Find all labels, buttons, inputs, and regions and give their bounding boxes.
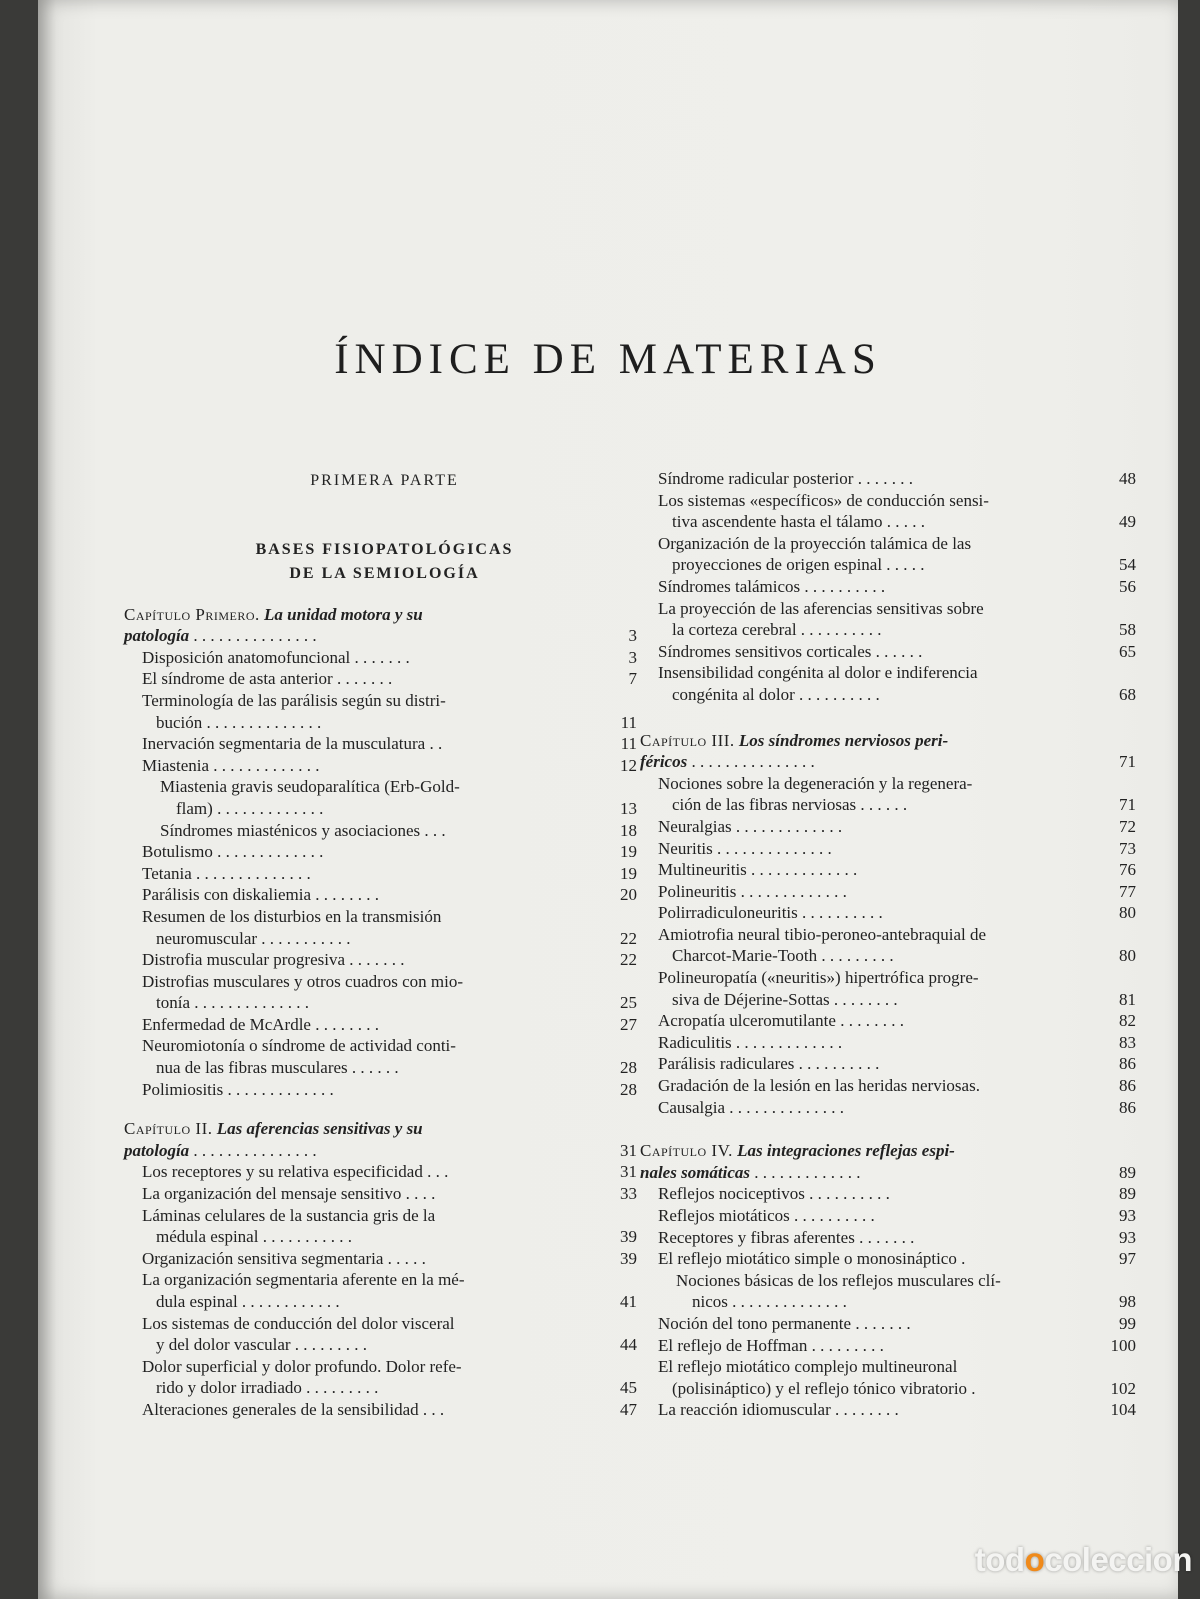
page-number: 25 — [620, 993, 637, 1013]
toc-entry-cont — [124, 712, 645, 734]
toc-entry — [640, 1399, 1144, 1421]
toc-entry — [640, 967, 1144, 989]
page-number: 86 — [1119, 1097, 1136, 1117]
toc-entry — [640, 1053, 1144, 1075]
page-number: 73 — [1119, 838, 1136, 858]
toc-entry — [124, 690, 645, 712]
page-number: 20 — [620, 885, 637, 905]
entry-text: médula espinal . . . . . . . . . . . — [156, 1227, 352, 1247]
page-number: 71 — [1119, 752, 1136, 772]
page-number: 98 — [1119, 1292, 1136, 1312]
entry-text: (polisináptico) y el reflejo tónico vibratorio . — [672, 1378, 976, 1398]
toc-entry-cont — [640, 945, 1144, 967]
toc-subentry — [640, 1270, 1144, 1292]
entry-text: El síndrome de asta anterior . . . . . . . — [142, 669, 393, 689]
entry-text: Láminas celulares de la sustancia gris de la — [142, 1205, 436, 1225]
entry-text: Reflejos miotáticos . . . . . . . . . . — [658, 1206, 875, 1225]
toc-entry — [124, 1356, 645, 1378]
toc-entry — [124, 755, 645, 777]
entry-text: flam) . . . . . . . . . . . . . — [176, 798, 324, 818]
toc-entry — [640, 1183, 1144, 1205]
entry-text: siva de Déjerine-Sottas . . . . . . . . — [672, 989, 898, 1009]
chapter-heading-cont: patología . . . . . . . . . . . . . . . 31 — [124, 1140, 637, 1160]
entry-text: rido y dolor irradiado . . . . . . . . . — [156, 1378, 379, 1398]
page-number: 31 — [620, 1162, 637, 1182]
entry-text: Polimiositis . . . . . . . . . . . . . — [142, 1079, 334, 1099]
chapter-heading-cont: féricos . . . . . . . . . . . . . . . 71 — [640, 752, 1136, 772]
toc-entry — [640, 1313, 1144, 1335]
page-number: 39 — [620, 1227, 637, 1247]
chapter-title: Las integraciones reflejas espi- — [737, 1141, 955, 1161]
entry-text: Síndromes talámicos . . . . . . . . . . — [658, 576, 886, 596]
page-number: 97 — [1119, 1249, 1136, 1269]
toc-entry-cont — [124, 928, 645, 950]
section-heading-line2: DE LA SEMIOLOGÍA — [289, 564, 480, 582]
entry-text: Neuralgias . . . . . . . . . . . . . — [658, 816, 843, 836]
entry-text: congénita al dolor . . . . . . . . . . — [672, 684, 880, 704]
page-title: ÍNDICE DE MATERIAS — [334, 336, 882, 383]
entry-text: Enfermedad de McArdle . . . . . . . . — [142, 1014, 379, 1034]
toc-entry-cont — [124, 1377, 645, 1399]
toc-entry-cont — [124, 1226, 645, 1248]
entry-text: Miastenia . . . . . . . . . . . . . — [142, 755, 320, 775]
page-number: 86 — [1119, 1054, 1136, 1074]
page-number: 19 — [620, 863, 637, 883]
page-number: 77 — [1119, 881, 1136, 901]
page-number: 54 — [1119, 555, 1136, 575]
page-number: 3 — [628, 626, 637, 646]
toc-entry — [640, 1335, 1144, 1357]
toc-entry — [640, 1010, 1144, 1032]
entry-text: El reflejo de Hoffman . . . . . . . . . — [658, 1335, 884, 1355]
page-number: 89 — [1119, 1184, 1136, 1204]
entry-text: tonía . . . . . . . . . . . . . . — [156, 993, 309, 1013]
chapter-heading-cont: patología . . . . . . . . . . . . . . . 3 — [124, 626, 637, 646]
page-number: 80 — [1119, 946, 1136, 966]
entry-text: dula espinal . . . . . . . . . . . . — [156, 1292, 340, 1311]
toc-entry — [124, 949, 645, 971]
entry-text: tiva ascendente hasta el tálamo . . . . . — [672, 512, 926, 532]
page-number: 19 — [620, 842, 637, 862]
toc-entry-cont — [124, 1334, 645, 1356]
section-heading-line1: BASES FISIOPATOLÓGICAS — [255, 540, 514, 558]
page-number: 11 — [620, 712, 637, 732]
toc-entry — [640, 859, 1144, 881]
section-heading — [124, 538, 645, 586]
watermark-dot: o — [1024, 1541, 1045, 1578]
chapter-title: Los síndromes nerviosos peri- — [738, 730, 949, 750]
entry-text: proyecciones de origen espinal . . . . . — [672, 555, 925, 575]
page-number: 22 — [620, 950, 637, 970]
chapter-title: Las aferencias sensitivas y su — [216, 1119, 423, 1139]
toc-entry — [640, 1248, 1144, 1270]
entry-text: Distrofias musculares y otros cuadros con mio- — [142, 971, 464, 991]
toc-entry — [124, 1269, 645, 1291]
toc-entry — [640, 924, 1144, 946]
toc-entry — [640, 1227, 1144, 1249]
toc-entry — [124, 1183, 645, 1205]
entry-text: Tetania . . . . . . . . . . . . . . — [142, 863, 311, 883]
toc-entry — [640, 533, 1144, 555]
book-page — [38, 0, 1178, 1599]
page-number: 86 — [1119, 1076, 1136, 1096]
part-heading: PRIMERA PARTE — [310, 472, 459, 489]
toc-entry — [124, 668, 645, 690]
toc-entry — [640, 576, 1144, 598]
page-number: 33 — [620, 1184, 637, 1204]
chapter-label: Capítulo IV. — [640, 1141, 733, 1161]
chapter-title-cont: patología — [124, 1140, 190, 1160]
chapter-heading — [124, 604, 645, 626]
page-number: 44 — [620, 1335, 637, 1355]
toc-entry-cont — [124, 1291, 645, 1313]
chapter-title: La unidad motora y su — [264, 604, 423, 624]
toc-right-column — [640, 468, 1144, 1421]
page-number: 7 — [628, 669, 637, 689]
toc-entry-cont — [640, 554, 1144, 576]
page-number: 31 — [620, 1140, 637, 1160]
toc-entry — [640, 1097, 1144, 1119]
page-number: 49 — [1119, 512, 1136, 532]
chapter-title-cont: nales somáticas — [640, 1162, 751, 1182]
entry-text: La reacción idiomuscular . . . . . . . . — [658, 1400, 899, 1420]
chapter-heading — [124, 1118, 645, 1140]
toc-entry — [124, 1205, 645, 1227]
entry-text: Alteraciones generales de la sensibilidad . . . — [142, 1399, 445, 1419]
chapter-heading — [640, 1140, 1144, 1162]
entry-text: Dolor superficial y dolor profundo. Dolor refe- — [142, 1356, 462, 1376]
entry-text: Charcot-Marie-Tooth . . . . . . . . . — [672, 946, 894, 966]
entry-text: Neuromiotonía o síndrome de actividad conti- — [142, 1036, 456, 1056]
entry-text: bución . . . . . . . . . . . . . . — [156, 712, 322, 732]
chapter-label: Capítulo Primero. — [124, 604, 260, 624]
page-number: 93 — [1119, 1206, 1136, 1225]
toc-entry — [640, 902, 1144, 924]
toc-entry — [640, 816, 1144, 838]
page-number: 13 — [620, 798, 637, 818]
entry-text: Radiculitis . . . . . . . . . . . . . — [658, 1032, 843, 1052]
toc-entry — [640, 490, 1144, 512]
page-number: 65 — [1119, 641, 1136, 661]
entry-text: Parálisis con diskaliemia . . . . . . . . — [142, 885, 380, 905]
entry-text: Inervación segmentaria de la musculatura . . — [142, 734, 443, 754]
entry-text: Organización de la proyección talámica de las — [658, 533, 972, 553]
chapter-title-cont: patología — [124, 626, 190, 646]
page-number: 72 — [1119, 816, 1136, 836]
toc-entry-cont — [640, 794, 1144, 816]
page-number: 83 — [1119, 1032, 1136, 1052]
entry-text: La organización del mensaje sensitivo . . . . — [142, 1184, 436, 1204]
toc-entry — [124, 863, 645, 885]
chapter-4 — [640, 1140, 1144, 1421]
toc-entry — [124, 1161, 645, 1183]
toc-entry — [124, 906, 645, 928]
toc-entry-cont — [640, 1378, 1144, 1400]
page-number: 47 — [620, 1399, 637, 1419]
entry-text: El reflejo miotático simple o monosináptico . — [658, 1249, 966, 1269]
entry-text: neuromuscular . . . . . . . . . . . — [156, 928, 351, 948]
page-number: 58 — [1119, 620, 1136, 640]
toc-entry-cont — [640, 511, 1144, 533]
entry-text: Polineuropatía («neuritis») hipertrófica progre- — [658, 968, 979, 988]
toc-entry — [124, 647, 645, 669]
page-number: 81 — [1119, 989, 1136, 1009]
entry-text: Insensibilidad congénita al dolor e indiferencia — [658, 663, 978, 683]
chapter-label: Capítulo III. — [640, 730, 735, 750]
entry-text: Botulismo . . . . . . . . . . . . . — [142, 842, 324, 862]
entry-text: Amiotrofia neural tibio-peroneo-antebraquial de — [658, 924, 987, 944]
page-number: 99 — [1119, 1313, 1136, 1333]
entry-text: Resumen de los disturbios en la transmisión — [142, 906, 442, 926]
toc-subentry-cont — [124, 798, 645, 820]
entry-text: Organización sensitiva segmentaria . . . . . — [142, 1248, 426, 1268]
entry-text: La proyección de las aferencias sensitivas sobre — [658, 598, 984, 618]
toc-entry — [640, 662, 1144, 684]
entry-text: Nociones sobre la degeneración y la regenera- — [658, 773, 973, 793]
page-number: 89 — [1119, 1162, 1136, 1182]
page-number: 80 — [1119, 903, 1136, 923]
toc-entry — [640, 598, 1144, 620]
page-number: 100 — [1110, 1335, 1136, 1355]
page-number: 104 — [1110, 1400, 1136, 1420]
page-number: 48 — [1119, 469, 1136, 488]
entry-text: Multineuritis . . . . . . . . . . . . . — [658, 860, 858, 880]
entry-text: nua de las fibras musculares . . . . . . — [156, 1058, 399, 1078]
toc-entry — [640, 1205, 1144, 1227]
chapter-label: Capítulo II. — [124, 1119, 213, 1139]
entry-text: nicos . . . . . . . . . . . . . . — [692, 1292, 847, 1312]
entry-text: Los receptores y su relativa especificidad . . . — [142, 1162, 449, 1182]
entry-text: la corteza cerebral . . . . . . . . . . — [672, 620, 882, 640]
chapter-2 — [124, 1118, 645, 1420]
chapter-heading — [640, 730, 1144, 752]
entry-text: Neuritis . . . . . . . . . . . . . . — [658, 838, 832, 858]
entry-text: Síndrome radicular posterior . . . . . . . — [658, 469, 913, 488]
watermark-text: todocoleccion — [974, 1541, 1192, 1578]
toc-entry — [640, 838, 1144, 860]
page-number: 71 — [1119, 795, 1136, 815]
entry-text: Acropatía ulceromutilante . . . . . . . . — [658, 1011, 904, 1031]
toc-entry-cont — [640, 684, 1144, 706]
entry-text: Reflejos nociceptivos . . . . . . . . . . — [658, 1184, 890, 1204]
entry-text: Miastenia gravis seudoparalítica (Erb-Gold- — [160, 777, 460, 797]
entry-text: Distrofia muscular progresiva . . . . . . . — [142, 950, 405, 970]
toc-entry — [124, 971, 645, 993]
entry-text: Gradación de la lesión en las heridas nerviosas. — [658, 1076, 980, 1096]
page-number: 93 — [1119, 1227, 1136, 1247]
toc-entry — [124, 733, 645, 755]
toc-entry-cont — [124, 1057, 645, 1079]
toc-entry — [124, 841, 645, 863]
toc-subentry — [124, 820, 645, 842]
entry-text: Noción del tono permanente . . . . . . . — [658, 1313, 911, 1333]
entry-text: Parálisis radiculares . . . . . . . . . . — [658, 1054, 880, 1074]
toc-entry — [124, 1399, 645, 1421]
toc-left-column — [124, 470, 645, 1421]
toc-entry — [124, 884, 645, 906]
toc-entry — [640, 1032, 1144, 1054]
page-number: 39 — [620, 1248, 637, 1268]
entry-text: Síndromes sensitivos corticales . . . . . . — [658, 641, 923, 661]
toc-entry-cont — [640, 989, 1144, 1011]
page-number: 3 — [628, 647, 637, 667]
entry-text: Polirradiculoneuritis . . . . . . . . . . — [658, 903, 883, 923]
entry-text: El reflejo miotático complejo multineuronal — [658, 1357, 958, 1377]
entry-text: La organización segmentaria aferente en la mé- — [142, 1270, 465, 1290]
page-number: 27 — [620, 1014, 637, 1034]
entry-text: Los sistemas de conducción del dolor visceral — [142, 1313, 455, 1333]
page-number: 28 — [620, 1079, 637, 1099]
entry-text: Síndromes miasténicos y asociaciones . . . — [160, 820, 446, 840]
page-number: 22 — [620, 928, 637, 948]
toc-entry — [640, 881, 1144, 903]
toc-subentry-cont — [640, 1291, 1144, 1313]
toc-entry — [124, 1035, 645, 1057]
page-number: 18 — [620, 820, 637, 840]
chapter-heading-cont: nales somáticas . . . . . . . . . . . . . 89 — [640, 1162, 1136, 1182]
toc-entry — [640, 1075, 1144, 1097]
entry-text: Los sistemas «específicos» de conducción sensi- — [658, 490, 989, 510]
entry-text: Terminología de las parálisis según su distri- — [142, 690, 446, 710]
entry-text: y del dolor vascular . . . . . . . . . — [156, 1335, 368, 1355]
page-number: 11 — [620, 734, 637, 754]
toc-entry — [124, 1079, 645, 1101]
toc-entry-cont — [640, 619, 1144, 641]
chapter-3 — [640, 730, 1144, 1119]
toc-entry — [124, 1014, 645, 1036]
toc-entry — [640, 468, 1144, 490]
page-number: 56 — [1119, 576, 1136, 596]
entry-text: ción de las fibras nerviosas . . . . . . — [672, 795, 908, 815]
page-number: 28 — [620, 1058, 637, 1078]
toc-subentry — [124, 776, 645, 798]
page-number: 82 — [1119, 1011, 1136, 1031]
entry-text: Causalgia . . . . . . . . . . . . . . — [658, 1097, 845, 1117]
toc-entry — [640, 773, 1144, 795]
chapter-title-cont: féricos — [640, 752, 688, 772]
toc-entry — [640, 641, 1144, 663]
toc-entry — [640, 1356, 1144, 1378]
watermark-logo — [975, 1541, 1192, 1579]
entry-text: Receptores y fibras aferentes . . . . . . . — [658, 1227, 915, 1247]
toc-entry — [124, 1248, 645, 1270]
page-number: 68 — [1119, 684, 1136, 704]
page-number: 41 — [620, 1292, 637, 1311]
entry-text: Nociones básicas de los reflejos musculares clí- — [676, 1270, 1001, 1290]
chapter-1 — [124, 604, 645, 1101]
page-number: 76 — [1119, 860, 1136, 880]
toc-entry — [124, 1313, 645, 1335]
entry-text: Disposición anatomofuncional . . . . . . . — [142, 647, 410, 667]
entry-text: Polineuritis . . . . . . . . . . . . . — [658, 881, 847, 901]
page-number: 12 — [620, 755, 637, 775]
page-number: 102 — [1110, 1378, 1136, 1398]
toc-entry-cont — [124, 992, 645, 1014]
page-number: 45 — [620, 1378, 637, 1398]
